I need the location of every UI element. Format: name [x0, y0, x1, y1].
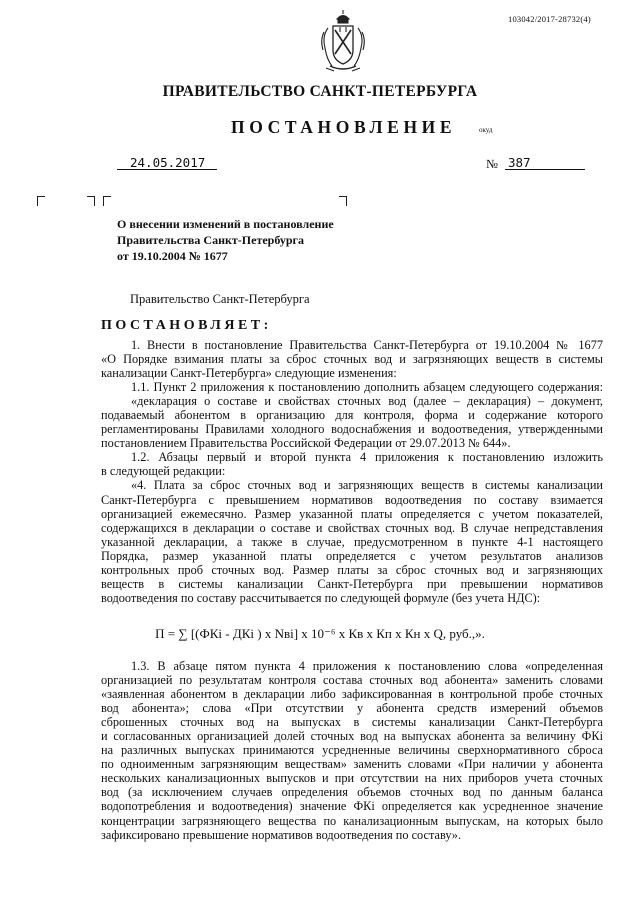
body-line: по одноименным загрязняющим веществам» заменить словами «При наличии у абонента: [101, 757, 603, 772]
decree-subject: [117, 216, 334, 264]
body-line: регламентированы Правилами холодного водоснабжения и водоотведения, утвержденными: [101, 422, 603, 437]
body-line: водоотведения по составу рассчитывается по следующей формуле (без учета НДС):: [101, 590, 541, 605]
decree-date: 24.05.2017: [130, 155, 206, 170]
body-line: и согласованных организацией долей сточных вод на выпусках абонента за величину ФКi: [101, 729, 603, 744]
body-line: подаваемый абонентом в организацию для контроля, форма и содержание которого: [101, 408, 603, 423]
body-line: водопотребления и водоотведения) значение ФКi определяется как усредненное значение: [101, 799, 603, 814]
okud-label: окуд: [479, 126, 493, 134]
body-line: нескольких канализационных выпусков и при отсутствии на них приборов учета сточных: [101, 771, 603, 786]
subject-line: от 19.10.2004 № 1677: [117, 249, 228, 263]
corner-mark: [103, 196, 111, 206]
body-line: в следующей редакции:: [101, 464, 226, 479]
fee-formula: П = ∑ [(ФКi - ДКi ) x Nвi] x 10⁻⁶ x Кв x Кп x Кн x Q, руб.,».: [155, 626, 485, 641]
document-registration-number: 103042/2017-28732(4): [508, 14, 591, 24]
decree-title: ПОСТАНОВЛЕНИЕ: [231, 117, 457, 137]
body-line: Санкт-Петербурга с превышением нормативов водоотведения по составу взимается: [101, 492, 603, 507]
body-line: концентрации загрязняющего вещества по канализационным выпускам, на которых было: [101, 813, 603, 828]
body-line: на различных выпусках принимаются усредненные величины сверхнормативного сброса: [101, 743, 603, 758]
decree-body-continued: [101, 659, 603, 842]
decree-body: [101, 338, 603, 605]
body-line: «4. Плата за сброс сточных вод и загрязняющих веществ в системы канализации: [131, 478, 603, 493]
body-line: 1.2. Абзацы первый и второй пункта 4 приложения к постановлению изложить: [131, 450, 603, 465]
corner-mark: [87, 196, 95, 206]
body-line: организацией ежемесячно. Размер указанной платы определяется с учетом показателей,: [101, 506, 603, 521]
body-line: контрольных проб сточных вод. Размер платы за сброс сточных вод и загрязняющих: [101, 562, 603, 577]
body-line: 1. Внести в постановление Правительства Санкт-Петербурга от 19.10.2004 № 1677: [131, 338, 603, 352]
body-line: «декларация о составе и свойствах сточных вод (далее – декларация) – документ,: [131, 394, 603, 409]
corner-mark: [339, 196, 347, 206]
number-underline: [505, 169, 585, 170]
decree-number-value: 387: [508, 155, 531, 170]
date-underline: [117, 169, 217, 170]
body-line: вод (за исключением случаев определения объемов сточных вод по данным баланса: [101, 785, 603, 800]
corner-mark: [37, 196, 45, 206]
coat-of-arms-emblem: [318, 10, 368, 76]
body-line: постановлением Правительства Российской Федерации от 29.07.2013 № 644».: [101, 436, 511, 451]
body-line: канализации Санкт-Петербурга» следующие изменения:: [101, 366, 397, 381]
decree-number-label: №: [486, 157, 498, 171]
body-line: «О Порядке взимания платы за сброс сточных вод и загрязняющих веществ в системы: [101, 352, 603, 367]
government-title: ПРАВИТЕЛЬСТВО САНКТ-ПЕТЕРБУРГА: [162, 83, 478, 100]
resolves-heading: ПОСТАНОВЛЯЕТ:: [101, 318, 272, 333]
body-line: Порядка, размер указанной платы определяется с учетом результатов анализов: [101, 548, 603, 563]
body-line: 1.1. Пункт 2 приложения к постановлению дополнить абзацем следующего содержания:: [131, 380, 603, 395]
subject-line: О внесении изменений в постановление: [117, 217, 334, 231]
body-line: содержащихся в декларации о составе и свойствах сточных вод. В случае непредставления: [101, 520, 603, 535]
body-line: веществ в системы канализации Санкт-Петербурга при превышении нормативов: [101, 576, 603, 591]
body-line: вод абонента»; слова «При отсутствии у абонента средств измерений объемов: [101, 701, 603, 716]
body-line: сброшенных сточных вод на выпусках в системы канализации Санкт-Петербурга: [101, 715, 603, 730]
subject-line: Правительства Санкт-Петербурга: [117, 233, 305, 247]
body-line: 1.3. В абзаце пятом пункта 4 приложения к постановлению слова «определенная: [131, 659, 603, 673]
body-line: указанной декларации, а также в случае, предусмотренном в пункте 4-1 настоящего: [101, 534, 603, 549]
issuing-authority-line: Правительство Санкт-Петербурга: [130, 292, 310, 306]
body-line: «заявленная абонентом в декларации либо зафиксированная в контрольной пробе сточных: [101, 687, 603, 702]
body-line: зафиксировано превышение нормативов водоотведения по составу».: [101, 827, 462, 842]
body-line: организацией по результатам контроля состава сточных вод абонента» заменить словами: [101, 673, 603, 688]
